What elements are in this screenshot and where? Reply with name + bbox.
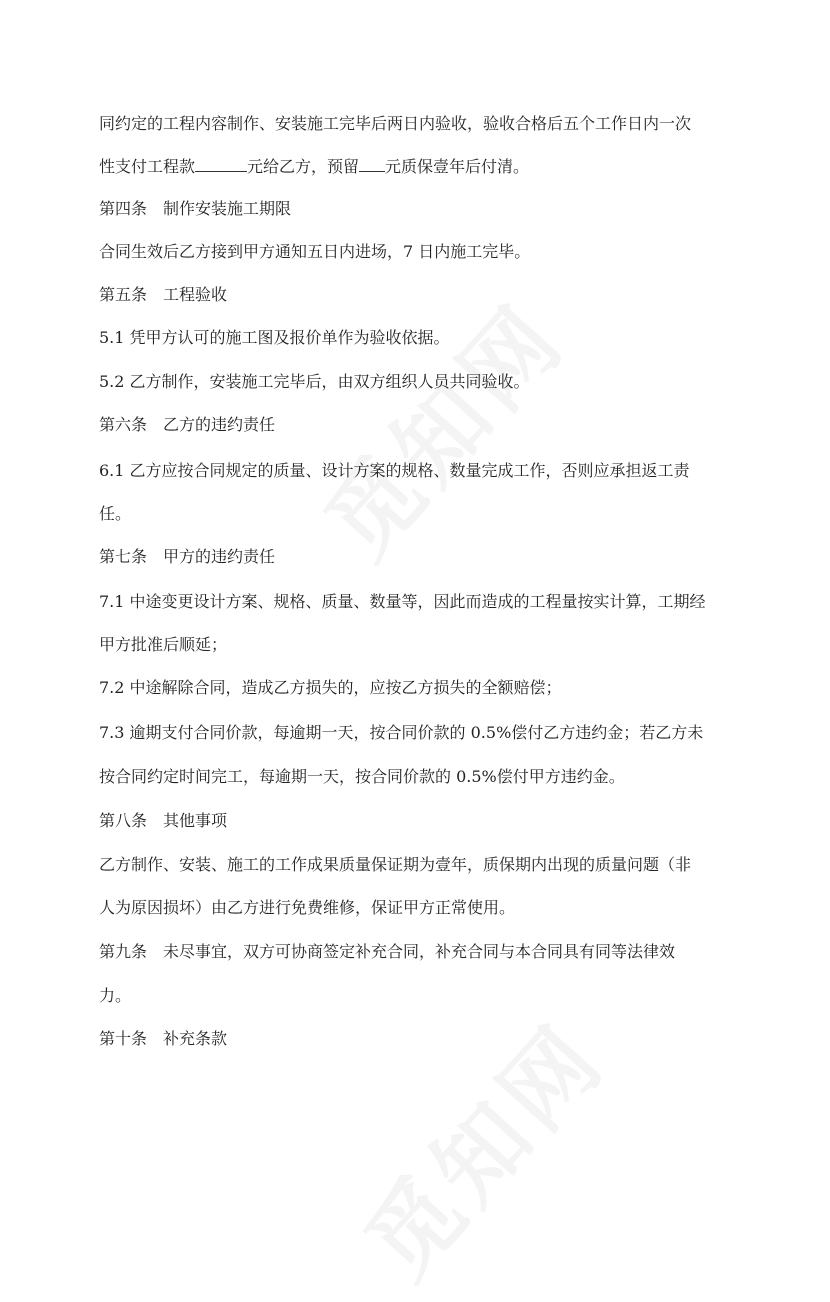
article-heading: 第四条 制作安装施工期限	[99, 199, 292, 218]
payment-text-3: 元质保壹年后付清。	[385, 157, 530, 176]
article-heading: 第七条 甲方的违约责任	[99, 547, 276, 566]
amount-blank	[195, 155, 247, 172]
payment-text-2: 元给乙方，预留	[247, 157, 360, 176]
paragraph-line: 同约定的工程内容制作、安装施工完毕后两日内验收，验收合格后五个工作日内一次	[99, 114, 692, 133]
paragraph-line: 5.2 乙方制作，安装施工完毕后，由双方组织人员共同验收。	[99, 372, 530, 391]
article-heading: 第九条 未尽事宜，双方可协商签定补充合同，补充合同与本合同具有同等法律效	[99, 942, 676, 961]
paragraph-line: 乙方制作、安装、施工的工作成果质量保证期为壹年，质保期内出现的质量问题（非	[99, 855, 692, 874]
article-heading: 第六条 乙方的违约责任	[99, 415, 276, 434]
paragraph-line: 7.3 逾期支付合同价款，每逾期一天，按合同价款的 0.5%偿付乙方违约金；若乙方未	[99, 723, 704, 742]
watermark	[291, 270, 590, 581]
watermark-2	[331, 990, 630, 1301]
paragraph-line: 5.1 凭甲方认可的施工图及报价单作为验收依据。	[99, 328, 450, 347]
payment-line	[99, 155, 529, 178]
payment-text-1: 性支付工程款	[99, 157, 196, 176]
article-heading: 第五条 工程验收	[99, 285, 228, 304]
article-heading: 第八条 其他事项	[99, 811, 228, 830]
retention-blank	[359, 155, 385, 172]
paragraph-line: 任。	[99, 504, 132, 523]
paragraph-line: 甲方批准后顺延；	[99, 635, 228, 654]
paragraph-line: 按合同约定时间完工，每逾期一天，按合同价款的 0.5%偿付甲方违约金。	[99, 767, 625, 786]
article-heading: 第十条 补充条款	[99, 1029, 228, 1048]
paragraph-line: 7.2 中途解除合同，造成乙方损失的，应按乙方损失的全额赔偿；	[99, 678, 562, 697]
paragraph-line: 6.1 乙方应按合同规定的质量、设计方案的规格、数量完成工作，否则应承担返工责	[99, 461, 690, 480]
paragraph-line: 人为原因损坏）由乙方进行免费维修，保证甲方正常使用。	[99, 898, 516, 917]
paragraph-line: 力。	[99, 986, 132, 1005]
paragraph-line: 7.1 中途变更设计方案、规格、质量、数量等，因此而造成的工程量按实计算，工期经	[99, 592, 706, 611]
paragraph-line: 合同生效后乙方接到甲方通知五日内进场，7 日内施工完毕。	[99, 242, 531, 261]
